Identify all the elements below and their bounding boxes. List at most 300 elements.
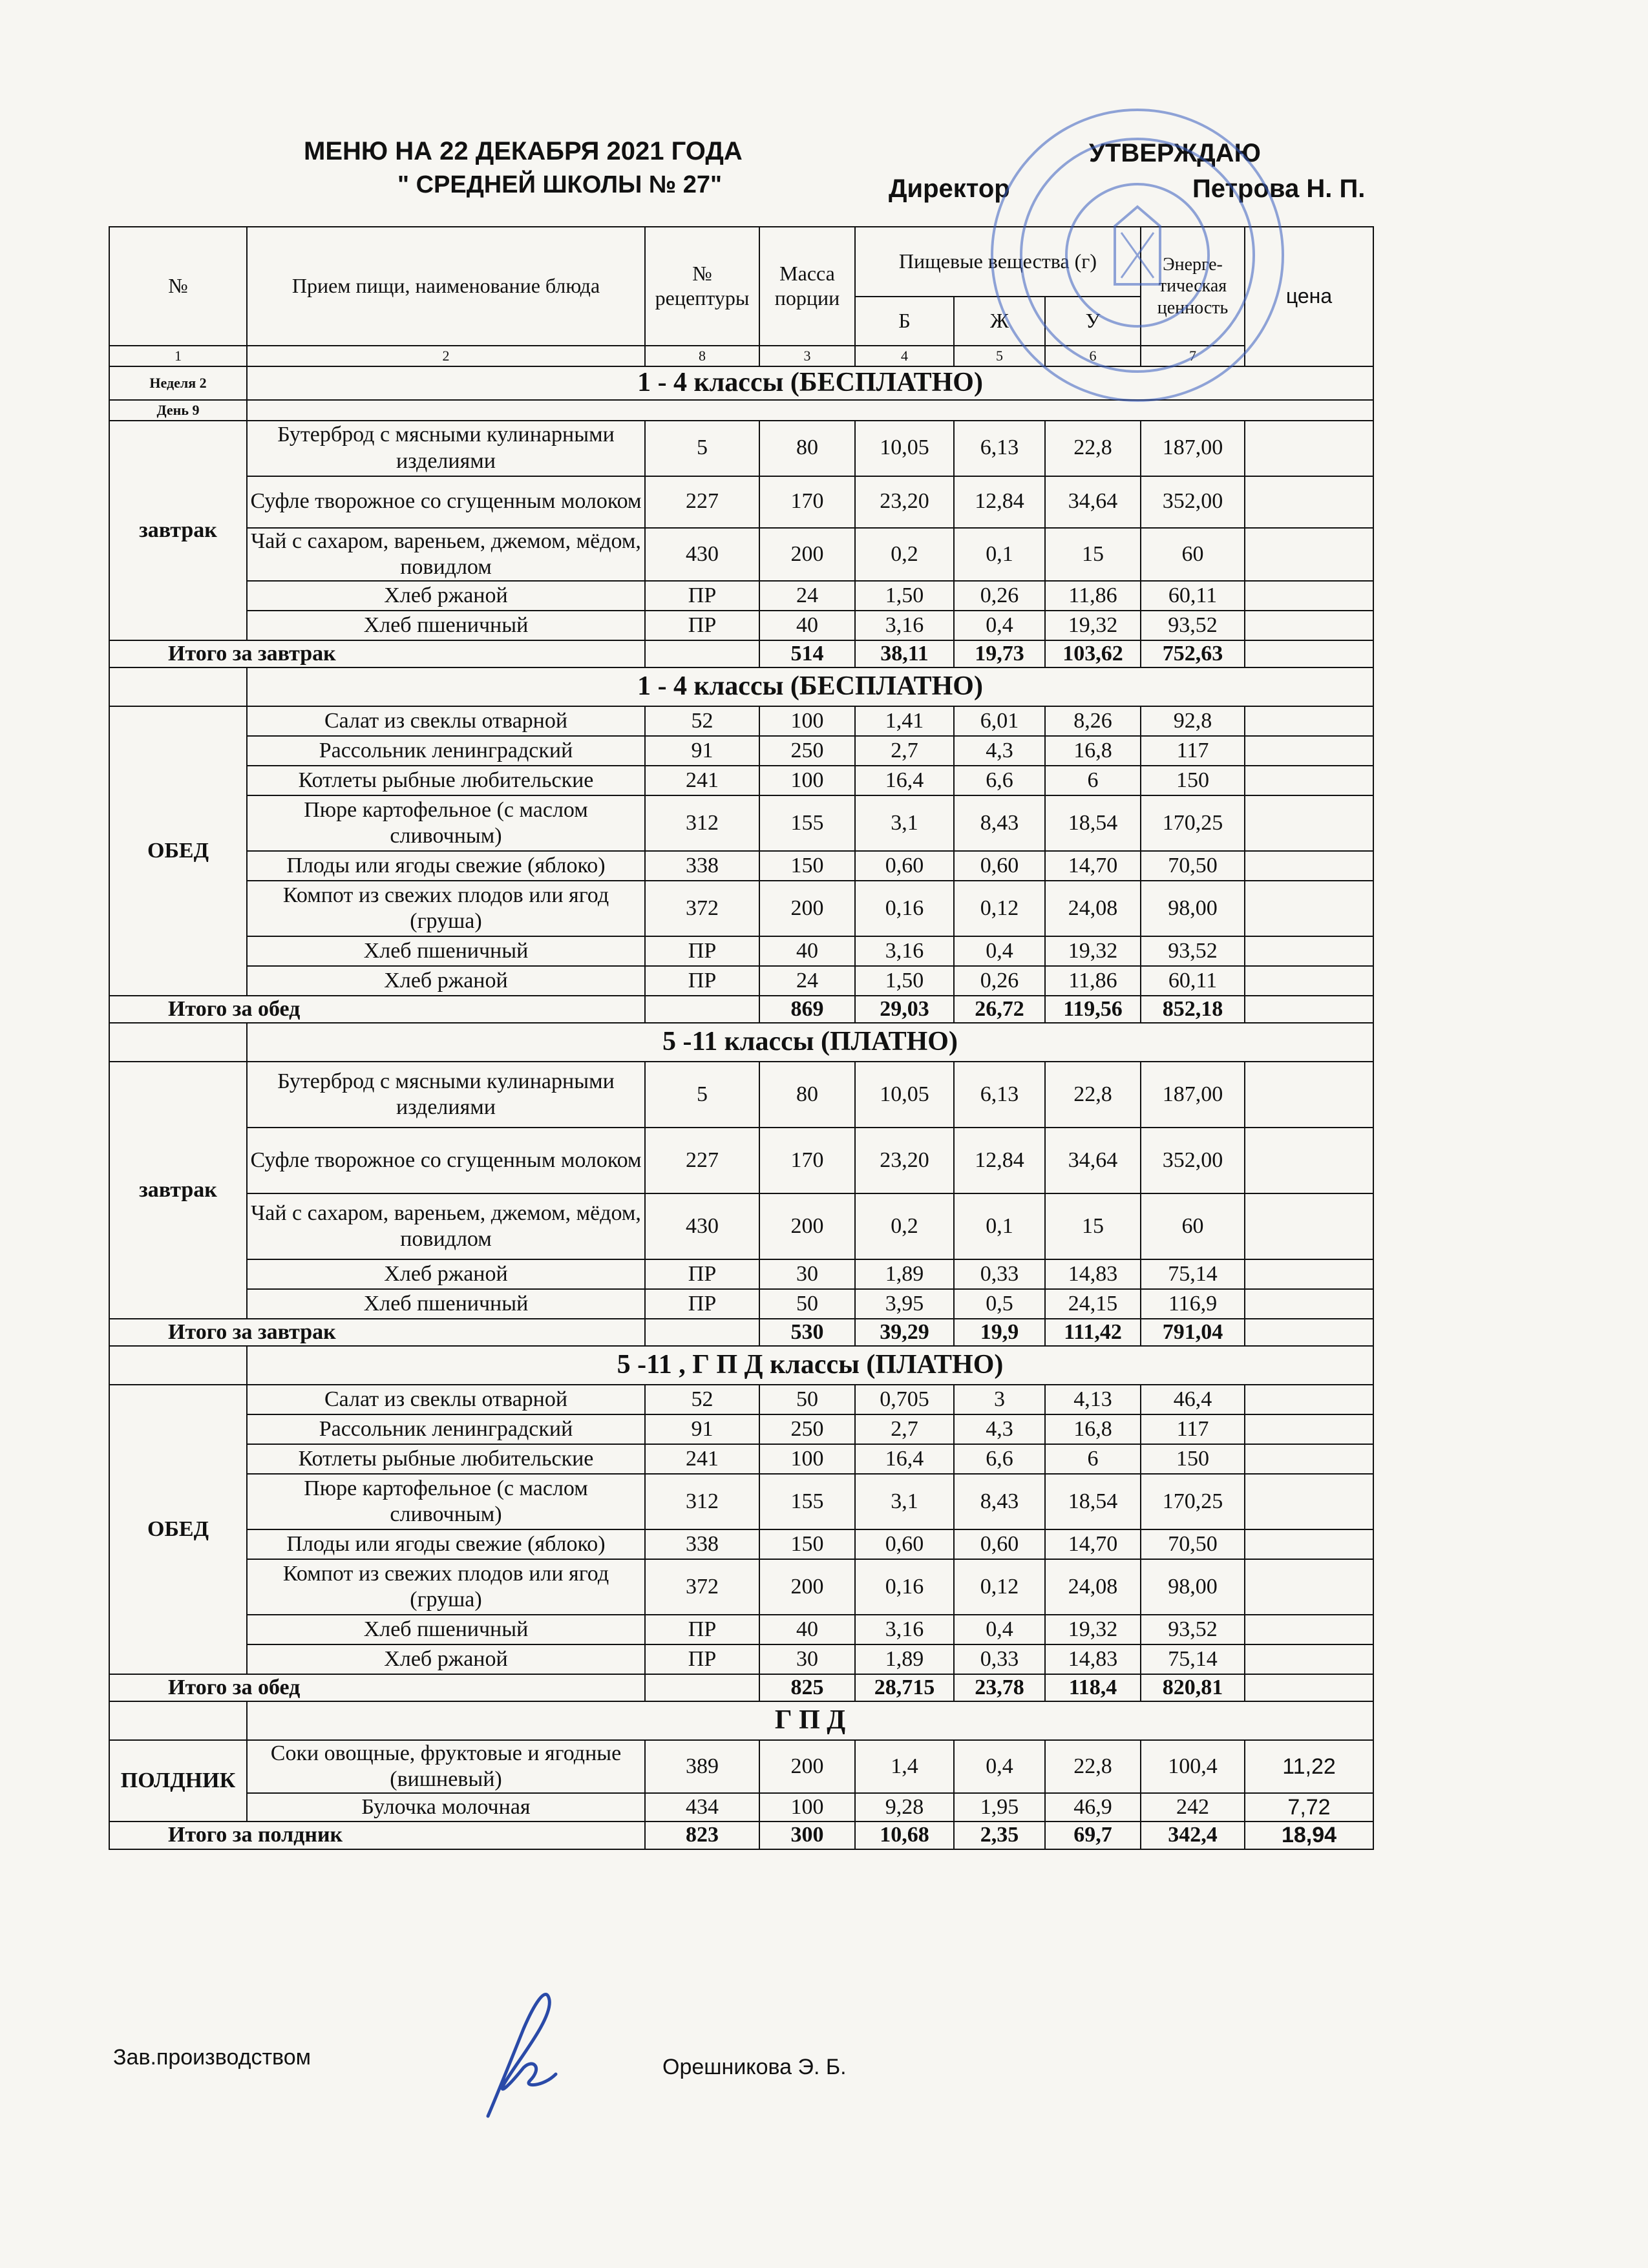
fat-value: 6,13	[954, 421, 1045, 476]
dish-name: Хлеб ржаной	[247, 1259, 645, 1289]
dish-name: Хлеб пшеничный	[247, 1289, 645, 1319]
total-mass: 530	[759, 1319, 855, 1346]
protein-value: 1,50	[855, 966, 954, 996]
fat-value: 6,13	[954, 1062, 1045, 1128]
total-mass: 869	[759, 996, 855, 1023]
recipe-number: 430	[645, 1193, 759, 1259]
price-value	[1245, 1385, 1373, 1414]
portion-mass: 30	[759, 1644, 855, 1674]
director-name: Петрова Н. П.	[1192, 174, 1366, 203]
fat-value: 0,33	[954, 1644, 1045, 1674]
portion-mass: 155	[759, 1474, 855, 1529]
col-dish-header: Прием пищи, наименование блюда	[247, 227, 645, 346]
menu-row	[109, 581, 1373, 611]
energy-value: 98,00	[1141, 881, 1245, 936]
fat-value: 6,6	[954, 1444, 1045, 1474]
fat-value: 0,12	[954, 1559, 1045, 1615]
menu-row	[109, 1289, 1373, 1319]
dish-name: Котлеты рыбные любительские	[247, 766, 645, 795]
fat-value: 0,12	[954, 881, 1045, 936]
recipe-number: 91	[645, 1414, 759, 1444]
energy-value: 170,25	[1141, 1474, 1245, 1529]
carb-value: 34,64	[1045, 476, 1141, 528]
menu-row	[109, 795, 1373, 851]
recipe-number: ПР	[645, 1615, 759, 1644]
menu-row	[109, 1740, 1373, 1793]
energy-value: 352,00	[1141, 1128, 1245, 1193]
meal-label: ОБЕД	[109, 706, 247, 996]
carb-value: 34,64	[1045, 1128, 1141, 1193]
energy-value: 117	[1141, 736, 1245, 766]
menu-row	[109, 1529, 1373, 1559]
fat-value: 12,84	[954, 476, 1045, 528]
menu-row	[109, 706, 1373, 736]
section-title: 5 -11 , Г П Д классы (ПЛАТНО)	[247, 1346, 1373, 1385]
fat-value: 3	[954, 1385, 1045, 1414]
menu-row	[109, 611, 1373, 640]
recipe-number: ПР	[645, 936, 759, 966]
total-row	[109, 1674, 1373, 1701]
portion-mass: 200	[759, 1740, 855, 1793]
col-index: 8	[645, 346, 759, 366]
price-value	[1245, 528, 1373, 581]
energy-value: 75,14	[1141, 1644, 1245, 1674]
col-u-header: У	[1045, 297, 1141, 346]
protein-value: 0,2	[855, 1193, 954, 1259]
price-value: 7,72	[1245, 1793, 1373, 1822]
protein-value: 3,1	[855, 1474, 954, 1529]
total-carb: 103,62	[1045, 640, 1141, 667]
price-value	[1245, 1474, 1373, 1529]
portion-mass: 80	[759, 1062, 855, 1128]
recipe-number: 241	[645, 766, 759, 795]
official-stamp	[982, 103, 1293, 407]
fat-value: 0,4	[954, 611, 1045, 640]
menu-table	[109, 226, 1374, 1850]
director-label: Директор	[889, 174, 1010, 203]
total-recipe: 823	[645, 1822, 759, 1849]
carb-value: 15	[1045, 528, 1141, 581]
energy-value: 187,00	[1141, 421, 1245, 476]
total-label: Итого за завтрак	[109, 640, 645, 667]
day-label: День 9	[109, 400, 247, 421]
recipe-number: 372	[645, 1559, 759, 1615]
dish-name: Пюре картофельное (с маслом сливочным)	[247, 1474, 645, 1529]
energy-value: 46,4	[1141, 1385, 1245, 1414]
price-value	[1245, 1559, 1373, 1615]
protein-value: 9,28	[855, 1793, 954, 1822]
signature	[452, 1971, 595, 2119]
total-label: Итого за обед	[109, 1674, 645, 1701]
total-label: Итого за завтрак	[109, 1319, 645, 1346]
energy-value: 60	[1141, 1193, 1245, 1259]
price-value	[1245, 966, 1373, 996]
recipe-number: ПР	[645, 1289, 759, 1319]
dish-name: Соки овощные, фруктовые и ягодные (вишневый)	[247, 1740, 645, 1793]
carb-value: 46,9	[1045, 1793, 1141, 1822]
carb-value: 6	[1045, 766, 1141, 795]
energy-value: 100,4	[1141, 1740, 1245, 1793]
price-value	[1245, 766, 1373, 795]
price-value	[1245, 611, 1373, 640]
price-value	[1245, 1289, 1373, 1319]
energy-value: 352,00	[1141, 476, 1245, 528]
section-title: 1 - 4 классы (БЕСПЛАТНО)	[247, 366, 1373, 400]
carb-value: 19,32	[1045, 936, 1141, 966]
col-index: 7	[1141, 346, 1245, 366]
dish-name: Хлеб ржаной	[247, 1644, 645, 1674]
energy-value: 60,11	[1141, 581, 1245, 611]
dish-name: Чай с сахаром, вареньем, джемом, мёдом, повидлом	[247, 1193, 645, 1259]
col-price-header: цена	[1245, 227, 1373, 366]
carb-value: 6	[1045, 1444, 1141, 1474]
total-protein: 29,03	[855, 996, 954, 1023]
price-value	[1245, 476, 1373, 528]
total-row	[109, 996, 1373, 1023]
total-price	[1245, 996, 1373, 1023]
total-row	[109, 1319, 1373, 1346]
portion-mass: 100	[759, 1793, 855, 1822]
price-value	[1245, 421, 1373, 476]
section-title: 5 -11 классы (ПЛАТНО)	[247, 1023, 1373, 1062]
dish-name: Хлеб ржаной	[247, 581, 645, 611]
energy-value: 170,25	[1141, 795, 1245, 851]
carb-value: 22,8	[1045, 1062, 1141, 1128]
portion-mass: 170	[759, 476, 855, 528]
protein-value: 0,705	[855, 1385, 954, 1414]
dish-name: Хлеб пшеничный	[247, 1615, 645, 1644]
energy-value: 70,50	[1141, 851, 1245, 881]
price-value	[1245, 1414, 1373, 1444]
menu-row	[109, 528, 1373, 581]
total-energy: 820,81	[1141, 1674, 1245, 1701]
recipe-number: 5	[645, 421, 759, 476]
portion-mass: 200	[759, 1559, 855, 1615]
carb-value: 18,54	[1045, 795, 1141, 851]
recipe-number: 434	[645, 1793, 759, 1822]
portion-mass: 155	[759, 795, 855, 851]
price-value	[1245, 1128, 1373, 1193]
total-price: 18,94	[1245, 1822, 1373, 1849]
dish-name: Салат из свеклы отварной	[247, 1385, 645, 1414]
portion-mass: 250	[759, 736, 855, 766]
energy-value: 93,52	[1141, 611, 1245, 640]
total-recipe	[645, 1674, 759, 1701]
col-index: 2	[247, 346, 645, 366]
portion-mass: 40	[759, 936, 855, 966]
fat-value: 0,60	[954, 851, 1045, 881]
total-protein: 39,29	[855, 1319, 954, 1346]
protein-value: 3,16	[855, 1615, 954, 1644]
fat-value: 0,5	[954, 1289, 1045, 1319]
energy-value: 75,14	[1141, 1259, 1245, 1289]
fat-value: 1,95	[954, 1793, 1045, 1822]
portion-mass: 170	[759, 1128, 855, 1193]
total-row	[109, 1822, 1373, 1849]
dish-name: Рассольник ленинградский	[247, 736, 645, 766]
table-body	[109, 366, 1373, 1849]
menu-row	[109, 421, 1373, 476]
total-label: Итого за полдник	[109, 1822, 645, 1849]
carb-value: 15	[1045, 1193, 1141, 1259]
recipe-number: 372	[645, 881, 759, 936]
dish-name: Бутерброд с мясными кулинарными изделиями	[247, 421, 645, 476]
energy-value: 187,00	[1141, 1062, 1245, 1128]
protein-value: 0,16	[855, 881, 954, 936]
price-value	[1245, 1615, 1373, 1644]
section-title: 1 - 4 классы (БЕСПЛАТНО)	[247, 667, 1373, 706]
total-mass: 825	[759, 1674, 855, 1701]
energy-value: 117	[1141, 1414, 1245, 1444]
energy-value: 60,11	[1141, 966, 1245, 996]
fat-value: 0,26	[954, 966, 1045, 996]
menu-row	[109, 851, 1373, 881]
total-energy: 342,4	[1141, 1822, 1245, 1849]
energy-value: 98,00	[1141, 1559, 1245, 1615]
menu-row	[109, 1559, 1373, 1615]
meal-label: ПОЛДНИК	[109, 1740, 247, 1822]
menu-row	[109, 1259, 1373, 1289]
fat-value: 12,84	[954, 1128, 1045, 1193]
portion-mass: 24	[759, 966, 855, 996]
portion-mass: 200	[759, 1193, 855, 1259]
school-name: " СРЕДНЕЙ ШКОЛЫ № 27"	[397, 171, 723, 198]
price-value	[1245, 1259, 1373, 1289]
total-fat: 19,9	[954, 1319, 1045, 1346]
total-carb: 119,56	[1045, 996, 1141, 1023]
meal-label: ОБЕД	[109, 1385, 247, 1674]
menu-row	[109, 1644, 1373, 1674]
dish-name: Хлеб пшеничный	[247, 936, 645, 966]
recipe-number: 312	[645, 1474, 759, 1529]
recipe-number: 227	[645, 476, 759, 528]
fat-value: 0,1	[954, 1193, 1045, 1259]
recipe-number: 5	[645, 1062, 759, 1128]
carb-value: 4,13	[1045, 1385, 1141, 1414]
col-zh-header: Ж	[954, 297, 1045, 346]
portion-mass: 250	[759, 1414, 855, 1444]
energy-value: 150	[1141, 1444, 1245, 1474]
protein-value: 10,05	[855, 421, 954, 476]
protein-value: 3,95	[855, 1289, 954, 1319]
footer-name: Орешникова Э. Б.	[662, 2055, 847, 2079]
protein-value: 1,41	[855, 706, 954, 736]
fat-value: 4,3	[954, 736, 1045, 766]
total-row	[109, 640, 1373, 667]
carb-value: 24,08	[1045, 881, 1141, 936]
price-value	[1245, 795, 1373, 851]
total-fat: 2,35	[954, 1822, 1045, 1849]
price-value	[1245, 1644, 1373, 1674]
energy-value: 242	[1141, 1793, 1245, 1822]
approve-label: УТВЕРЖДАЮ	[1089, 139, 1261, 167]
total-fat: 26,72	[954, 996, 1045, 1023]
menu-row	[109, 1414, 1373, 1444]
protein-value: 2,7	[855, 736, 954, 766]
menu-row	[109, 1385, 1373, 1414]
energy-value: 70,50	[1141, 1529, 1245, 1559]
recipe-number: 430	[645, 528, 759, 581]
menu-row	[109, 881, 1373, 936]
total-label: Итого за обед	[109, 996, 645, 1023]
recipe-number: 52	[645, 706, 759, 736]
menu-row	[109, 736, 1373, 766]
menu-row	[109, 476, 1373, 528]
total-energy: 752,63	[1141, 640, 1245, 667]
protein-value: 16,4	[855, 766, 954, 795]
recipe-number: 52	[645, 1385, 759, 1414]
carb-value: 19,32	[1045, 1615, 1141, 1644]
protein-value: 23,20	[855, 476, 954, 528]
col-nutrients-header: Пищевые вещества (г)	[855, 227, 1141, 297]
total-recipe	[645, 640, 759, 667]
total-price	[1245, 640, 1373, 667]
price-value	[1245, 706, 1373, 736]
portion-mass: 80	[759, 421, 855, 476]
price-value	[1245, 851, 1373, 881]
protein-value: 0,60	[855, 1529, 954, 1559]
carb-value: 18,54	[1045, 1474, 1141, 1529]
price-value	[1245, 881, 1373, 936]
fat-value: 0,33	[954, 1259, 1045, 1289]
total-protein: 28,715	[855, 1674, 954, 1701]
energy-value: 116,9	[1141, 1289, 1245, 1319]
col-index: 3	[759, 346, 855, 366]
protein-value: 10,05	[855, 1062, 954, 1128]
price-value	[1245, 1444, 1373, 1474]
protein-value: 1,89	[855, 1644, 954, 1674]
portion-mass: 40	[759, 611, 855, 640]
col-index: 5	[954, 346, 1045, 366]
portion-mass: 200	[759, 881, 855, 936]
dish-name: Чай с сахаром, вареньем, джемом, мёдом, повидлом	[247, 528, 645, 581]
empty-cell	[109, 1346, 247, 1385]
protein-value: 1,89	[855, 1259, 954, 1289]
portion-mass: 50	[759, 1289, 855, 1319]
menu-row	[109, 766, 1373, 795]
protein-value: 16,4	[855, 1444, 954, 1474]
carb-value: 24,15	[1045, 1289, 1141, 1319]
menu-row	[109, 1474, 1373, 1529]
carb-value: 11,86	[1045, 581, 1141, 611]
recipe-number: 241	[645, 1444, 759, 1474]
protein-value: 2,7	[855, 1414, 954, 1444]
carb-value: 16,8	[1045, 736, 1141, 766]
col-index: 6	[1045, 346, 1141, 366]
col-index: 1	[109, 346, 247, 366]
fat-value: 8,43	[954, 1474, 1045, 1529]
recipe-number: 227	[645, 1128, 759, 1193]
portion-mass: 150	[759, 851, 855, 881]
dish-name: Суфле творожное со сгущенным молоком	[247, 476, 645, 528]
carb-value: 22,8	[1045, 1740, 1141, 1793]
fat-value: 0,60	[954, 1529, 1045, 1559]
carb-value: 16,8	[1045, 1414, 1141, 1444]
recipe-number: ПР	[645, 611, 759, 640]
price-value: 11,22	[1245, 1740, 1373, 1793]
recipe-number: ПР	[645, 1259, 759, 1289]
recipe-number: ПР	[645, 966, 759, 996]
total-energy: 791,04	[1141, 1319, 1245, 1346]
carb-value: 14,70	[1045, 1529, 1141, 1559]
carb-value: 8,26	[1045, 706, 1141, 736]
dish-name: Булочка молочная	[247, 1793, 645, 1822]
fat-value: 6,6	[954, 766, 1045, 795]
recipe-number: ПР	[645, 1644, 759, 1674]
menu-row	[109, 1444, 1373, 1474]
carb-value: 19,32	[1045, 611, 1141, 640]
dish-name: Суфле творожное со сгущенным молоком	[247, 1128, 645, 1193]
dish-name: Котлеты рыбные любительские	[247, 1444, 645, 1474]
protein-value: 0,60	[855, 851, 954, 881]
protein-value: 3,1	[855, 795, 954, 851]
total-price	[1245, 1319, 1373, 1346]
dish-name: Компот из свежих плодов или ягод (груша)	[247, 881, 645, 936]
empty-cell	[109, 1701, 247, 1740]
portion-mass: 150	[759, 1529, 855, 1559]
recipe-number: 338	[645, 851, 759, 881]
dish-name: Хлеб пшеничный	[247, 611, 645, 640]
total-carb: 111,42	[1045, 1319, 1141, 1346]
col-num-header: №	[109, 227, 247, 346]
dish-name: Рассольник ленинградский	[247, 1414, 645, 1444]
empty-cell	[109, 1023, 247, 1062]
energy-value: 60	[1141, 528, 1245, 581]
total-protein: 10,68	[855, 1822, 954, 1849]
dish-name: Компот из свежих плодов или ягод (груша)	[247, 1559, 645, 1615]
total-price	[1245, 1674, 1373, 1701]
carb-value: 14,70	[1045, 851, 1141, 881]
carb-value: 14,83	[1045, 1259, 1141, 1289]
protein-value: 1,4	[855, 1740, 954, 1793]
dish-name: Пюре картофельное (с маслом сливочным)	[247, 795, 645, 851]
price-value	[1245, 1193, 1373, 1259]
menu-row	[109, 1615, 1373, 1644]
recipe-number: ПР	[645, 581, 759, 611]
col-b-header: Б	[855, 297, 954, 346]
menu-row	[109, 1793, 1373, 1822]
fat-value: 0,1	[954, 528, 1045, 581]
recipe-number: 312	[645, 795, 759, 851]
total-mass: 300	[759, 1822, 855, 1849]
section-title: Г П Д	[247, 1701, 1373, 1740]
total-recipe	[645, 1319, 759, 1346]
fat-value: 6,01	[954, 706, 1045, 736]
menu-title: МЕНЮ НА 22 ДЕКАБРЯ 2021 ГОДА	[304, 137, 743, 165]
protein-value: 3,16	[855, 611, 954, 640]
total-energy: 852,18	[1141, 996, 1245, 1023]
portion-mass: 24	[759, 581, 855, 611]
fat-value: 4,3	[954, 1414, 1045, 1444]
meal-label: завтрак	[109, 1062, 247, 1319]
portion-mass: 30	[759, 1259, 855, 1289]
total-fat: 19,73	[954, 640, 1045, 667]
price-value	[1245, 736, 1373, 766]
price-value	[1245, 581, 1373, 611]
total-fat: 23,78	[954, 1674, 1045, 1701]
protein-value: 0,16	[855, 1559, 954, 1615]
portion-mass: 40	[759, 1615, 855, 1644]
protein-value: 23,20	[855, 1128, 954, 1193]
footer-role: Зав.производством	[113, 2045, 311, 2070]
menu-row	[109, 936, 1373, 966]
carb-value: 11,86	[1045, 966, 1141, 996]
carb-value: 22,8	[1045, 421, 1141, 476]
price-value	[1245, 1529, 1373, 1559]
energy-value: 93,52	[1141, 936, 1245, 966]
energy-value: 150	[1141, 766, 1245, 795]
carb-value: 24,08	[1045, 1559, 1141, 1615]
